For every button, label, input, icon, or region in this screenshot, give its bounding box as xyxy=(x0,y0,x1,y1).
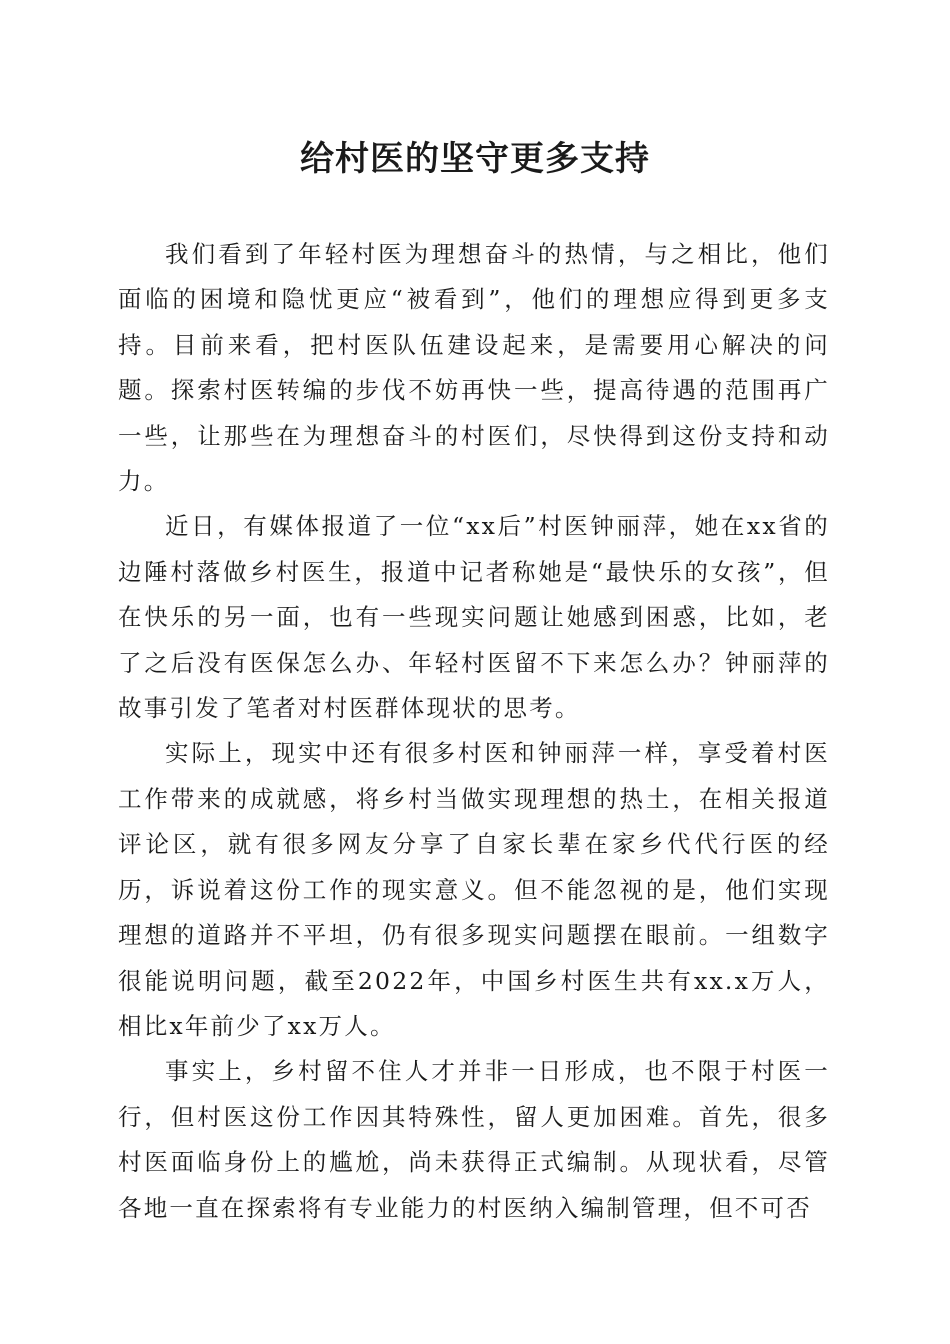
paragraph: 我们看到了年轻村医为理想奋斗的热情，与之相比，他们面临的困境和隐忧更应“被看到”，他们的理想应得到更多支持。目前来看，把村医队伍建设起来，是需要用心解决的问题。探索村医转编的步伐不妨再快一些，提高待遇的范围再广一些，让那些在为理想奋斗的村医们，尽快得到这份支持和动力。 xyxy=(118,240,830,496)
document-title: 给村医的坚守更多支持 xyxy=(300,139,650,179)
document-body xyxy=(118,232,830,1231)
paragraph: 事实上，乡村留不住人才并非一日形成，也不限于村医一行，但村医这份工作因其特殊性，留人更加困难。首先，很多村医面临身份上的尴尬，尚未获得正式编制。从现状看，尽管各地一直在探索将有专业能力的村医纳入编制管理，但不可否 xyxy=(118,1057,830,1222)
paragraph: 实际上，现实中还有很多村医和钟丽萍一样，享受着村医工作带来的成就感，将乡村当做实现理想的热土，在相关报道评论区，就有很多网友分享了自家长辈在家乡代代行医的经历，诉说着这份工作的现实意义。但不能忽视的是，他们实现理想的道路并不平坦，仍有很多现实问题摆在眼前。一组数字很能说明问题，截至2022年，中国乡村医生共有xx.x万人，相比x年前少了xx万人。 xyxy=(118,739,830,1040)
paragraph: 近日，有媒体报道了一位“xx后”村医钟丽萍，她在xx省的边陲村落做乡村医生，报道中记者称她是“最快乐的女孩”，但在快乐的另一面，也有一些现实问题让她感到困惑，比如，老了之后没有医保怎么办、年轻村医留不下来怎么办？钟丽萍的故事引发了笔者对村医群体现状的思考。 xyxy=(118,512,830,723)
